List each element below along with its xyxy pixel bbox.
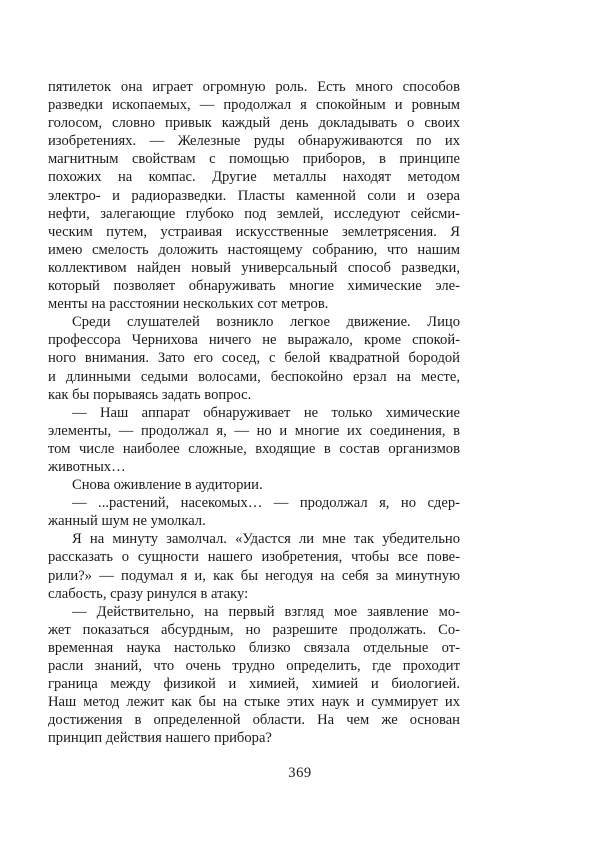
text-line: имею смелость доложить настоящему собранию, что нашим <box>48 241 460 258</box>
text-line: том числе наиболее сложные, входящие в состав организмов <box>48 440 460 457</box>
text-line: нефти, залегающие глубоко под землей, исследуют сейсми- <box>48 205 460 222</box>
text-line: — Наш аппарат обнаруживает не только химические <box>72 404 460 421</box>
text-line: пятилеток она играет огромную роль. Есть много способов <box>48 79 460 95</box>
paragraph-5 <box>48 494 460 530</box>
text-line: коллективом найден новый универсальный способ разведки, <box>48 259 460 276</box>
text-line: Среди слушателей возникло легкое движение. Лицо <box>72 314 460 331</box>
text-line: граница между физикой и химией, химией и биологией. <box>48 676 460 693</box>
text-line: голосом, словно привык каждый день докладывать о своих <box>48 115 460 132</box>
text-line: электро- и радиоразведки. Пласты каменной соли и озера <box>48 187 460 204</box>
text-line: и длинными седыми волосами, беспокойно ерзал на месте, <box>48 368 460 385</box>
text-line: животных… <box>48 458 126 475</box>
text-line: временная наука настолько близко связала отдельные от- <box>48 639 460 656</box>
text-line: — Действительно, на первый взгляд мое заявление мо- <box>72 603 460 620</box>
text-line: жет показаться абсурдным, но разрешите продолжать. Со- <box>48 621 460 638</box>
text-line: жанный шум не умолкал. <box>48 513 206 530</box>
paragraph-4 <box>48 476 460 494</box>
text-line: расли знаний, что очень трудно определить, где проходит <box>48 658 460 674</box>
paragraph-7 <box>48 603 460 748</box>
text-line: разведки ископаемых, — продолжал я спокойным и ровным <box>48 97 460 114</box>
text-line: как бы порываясь задать вопрос. <box>48 386 252 403</box>
text-line: который позволяет обнаруживать многие химические эле- <box>48 278 460 295</box>
text-line: менты на расстоянии нескольких сот метров. <box>48 296 329 313</box>
text-line: — ...растений, насекомых… — продолжал я, но сдер- <box>72 495 460 512</box>
paragraph-1 <box>48 78 460 313</box>
text-line: принцип действия нашего прибора? <box>48 730 272 747</box>
text-line: слабость, сразу ринулся в атаку: <box>48 585 249 602</box>
text-line: ческим путем, устраивая искусственные землетрясения. Я <box>48 223 460 240</box>
paragraph-6 <box>48 530 460 602</box>
text-line: Наш метод лежит как бы на стыке этих наук и суммирует их <box>48 694 460 711</box>
text-line: достижения в определенной области. На чем же основан <box>48 712 460 729</box>
text-line: профессора Чернихова ничего не выражало, кроме спокой- <box>48 332 460 349</box>
page-number: 369 <box>288 765 312 781</box>
paragraph-2 <box>48 313 460 403</box>
page-body <box>48 78 460 747</box>
text-line: рили?» — подумал я и, как бы негодуя на себя за минутную <box>48 567 460 584</box>
text-line: изобретениях. — Железные руды обнаруживаются по их <box>48 133 460 150</box>
text-line: элементы, — продолжал я, — но и многие их соединения, в <box>48 422 460 439</box>
text-line: Я на минуту замолчал. «Удастся ли мне так убедительно <box>72 531 460 548</box>
text-line: рассказать о сущности нашего изобретения, чтобы все пове- <box>48 549 460 566</box>
paragraph-3 <box>48 404 460 476</box>
text-line: ного внимания. Зато его сосед, с белой квадратной бородой <box>48 350 460 367</box>
text-line: магнитным свойствам с помощью приборов, в принципе <box>48 151 460 168</box>
text-line: похожих на компас. Другие металлы находят методом <box>48 169 460 186</box>
text-line: Снова оживление в аудитории. <box>72 477 263 494</box>
